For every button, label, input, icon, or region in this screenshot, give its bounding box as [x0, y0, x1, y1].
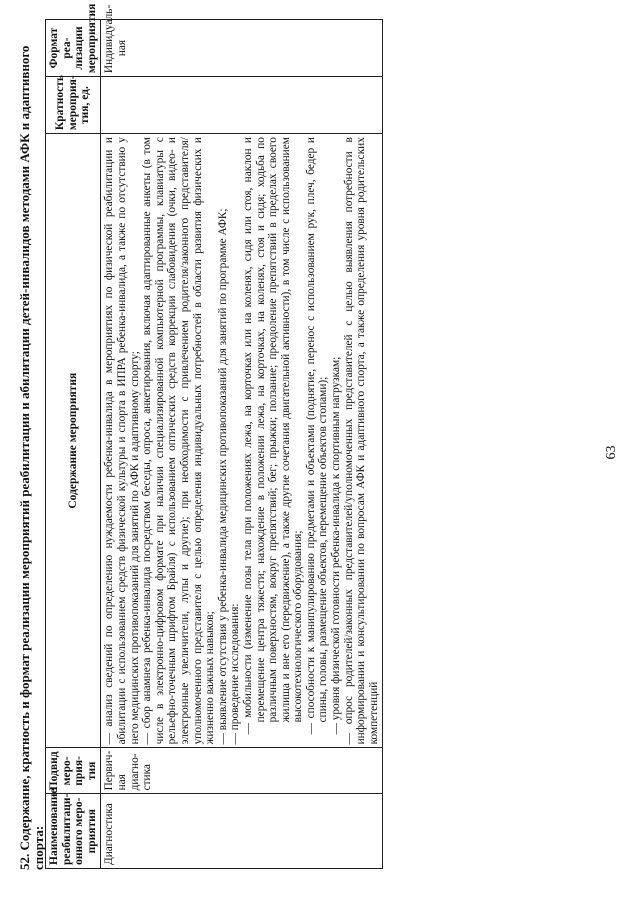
content-paragraph: — выявление отсутствия у ребенка-инвалида медицинских противопоказаний для занятий по программе АФК; — [216, 208, 229, 745]
content-paragraph: — опрос родителей/законных представителей/уполномоченных представителей с целью выявления потребности в информировании и консультировании по вопросам АФК и адаптивного спорта, а также определения уровня родительских компетенций — [342, 137, 380, 745]
header-format: Формат реа-лизации мероприятия — [46, 20, 101, 77]
content-paragraph: — уровня физической готовности ребенка-инвалида к спортивным нагрузкам; — [330, 356, 343, 735]
content-paragraph: — способности к манипулированию предметами и объектами (поднятие, перенос с использованием рук, плеч, бедер и спины, головы, размещение объектов, перемещение объектов стопами); — [304, 137, 330, 735]
cell-frequency — [101, 77, 383, 134]
page-number: 63 — [604, 445, 619, 460]
content-paragraph: — сбор анамнеза ребенка-инвалида посредством беседы, опроса, анкетирования, включая адаптированные анкеты (в том числе в электронно-цифровом формате при наличии специализированной компьютерной программы, клавиатуры с рельефно-точечным шрифтом Брайля) с использованием оптических средств коррекции слабовидения (очки, видео- и электронные увеличители, лупы и другие); при необходимости с привлечением родителя/законного представителя/уполномоченного представителя с целью определения индивидуальных потребностей в области развития физических и жизненно важных навыков; — [141, 137, 217, 745]
content-paragraph: — мобильности (изменение позы тела при положениях лежа, на корточках или на коленях, сидя или стоя, наклон и перемещение центра тяжести; нахождение в положении лежа, на корточках, на коленях, стоя и сидя; ходьба по различным поверхностям, вокруг препятствий; бег; прыжки; ползание; преодоление препятствий в пределах своего жилища и вне его (передвижение), а также другие сочетания двигательной активности), в том числе с использованием высокотехнологического оборудования; — [241, 137, 305, 735]
header-frequency: Кратность мероприя-тия, ед. — [46, 77, 101, 134]
document-title: 52. Содержание, кратность и формат реализации мероприятий реабилитации и абилитации детей-инвалидов методами АФК и адаптивного спорта: — [17, 45, 46, 870]
cell-name: Диагностика — [101, 794, 383, 869]
cell-format: Индивидуаль-ная — [101, 20, 383, 77]
content-paragraph: — проведение исследования: — [229, 603, 242, 745]
rehabilitation-table — [45, 3, 383, 869]
table-header-row — [46, 20, 101, 869]
cell-subtype: Первич-ная диагно-стика — [101, 748, 383, 794]
cell-content — [101, 134, 383, 748]
header-content: Содержание мероприятия — [46, 134, 101, 748]
header-subtype: Подвид меро-прия-тия — [46, 748, 101, 794]
header-name: Наименование реабилитаци-онного меро-приятия — [46, 794, 101, 869]
table-row — [101, 20, 383, 869]
content-paragraph: — анализ сведений по определению нуждаемости ребенка-инвалида в мероприятиях по физической реабилитации и абилитации с использованием средств физической культуры и спорта в ИПРА ребенка-инвалида, а также по отсутствию у него медицинских противопоказаний для занятий по АФК и адаптивному спорту; — [103, 137, 141, 745]
